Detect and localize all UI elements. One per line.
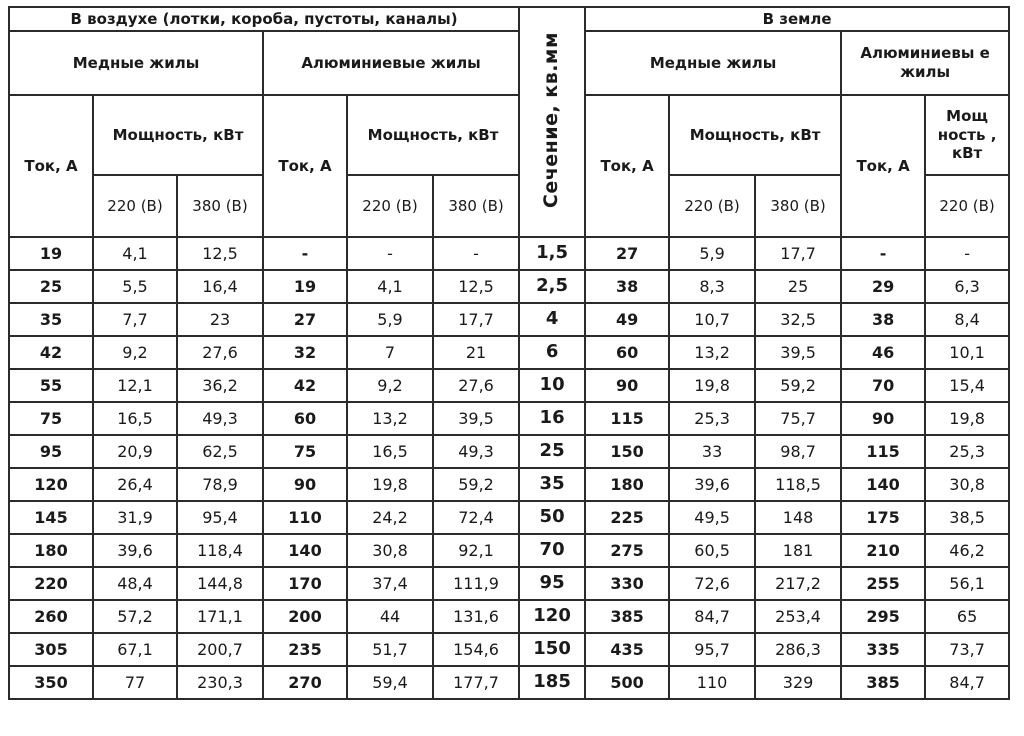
cell-ground-copper-power-220: 49,5: [669, 501, 755, 534]
table-row: [9, 468, 1009, 501]
cell-ground-aluminum-current: 295: [841, 600, 925, 633]
cell-ground-copper-current: 275: [585, 534, 669, 567]
cell-air-copper-current: 305: [9, 633, 93, 666]
cell-ground-copper-power-380: 329: [755, 666, 841, 699]
table-row: [9, 501, 1009, 534]
cell-air-copper-current: 180: [9, 534, 93, 567]
cell-air-copper-current: 120: [9, 468, 93, 501]
cell-ground-copper-current: 500: [585, 666, 669, 699]
table-row: [9, 633, 1009, 666]
cell-air-aluminum-current: 270: [263, 666, 347, 699]
cell-section: 120: [519, 600, 585, 633]
cell-ground-copper-power-380: 148: [755, 501, 841, 534]
cell-ground-copper-power-380: 17,7: [755, 237, 841, 270]
cell-air-copper-power-220: 39,6: [93, 534, 177, 567]
cell-air-copper-power-380: 27,6: [177, 336, 263, 369]
cell-ground-aluminum-power-220: 8,4: [925, 303, 1009, 336]
cell-air-copper-current: 19: [9, 237, 93, 270]
table-row: [9, 666, 1009, 699]
table-body: [9, 237, 1009, 699]
cell-air-copper-power-220: 4,1: [93, 237, 177, 270]
header-ground-aluminum-220: 220 (В): [925, 175, 1009, 237]
cell-section: 2,5: [519, 270, 585, 303]
cell-ground-copper-power-380: 32,5: [755, 303, 841, 336]
cell-air-aluminum-power-220: 9,2: [347, 369, 433, 402]
cell-air-aluminum-power-380: 154,6: [433, 633, 519, 666]
cell-air-copper-power-220: 7,7: [93, 303, 177, 336]
cell-ground-aluminum-power-220: 84,7: [925, 666, 1009, 699]
cell-air-copper-power-220: 77: [93, 666, 177, 699]
cell-section: 35: [519, 468, 585, 501]
cell-ground-copper-power-220: 13,2: [669, 336, 755, 369]
cell-air-aluminum-power-380: 59,2: [433, 468, 519, 501]
cell-ground-aluminum-power-220: -: [925, 237, 1009, 270]
header-air-copper-380: 380 (В): [177, 175, 263, 237]
cell-ground-copper-current: 150: [585, 435, 669, 468]
cell-air-copper-current: 95: [9, 435, 93, 468]
header-ground: В земле: [585, 7, 1009, 31]
cell-ground-copper-power-220: 95,7: [669, 633, 755, 666]
cell-air-copper-power-380: 23: [177, 303, 263, 336]
cell-air-aluminum-power-380: 131,6: [433, 600, 519, 633]
table-row: [9, 303, 1009, 336]
cell-air-copper-current: 25: [9, 270, 93, 303]
cell-ground-aluminum-power-220: 6,3: [925, 270, 1009, 303]
cell-ground-copper-power-220: 84,7: [669, 600, 755, 633]
cell-ground-aluminum-current: 29: [841, 270, 925, 303]
cell-air-aluminum-current: 200: [263, 600, 347, 633]
cell-air-aluminum-power-220: 7: [347, 336, 433, 369]
cell-air-aluminum-power-220: 16,5: [347, 435, 433, 468]
cell-air-copper-current: 55: [9, 369, 93, 402]
table-row: [9, 336, 1009, 369]
cell-ground-copper-power-380: 98,7: [755, 435, 841, 468]
cell-ground-copper-current: 49: [585, 303, 669, 336]
cell-air-copper-power-380: 49,3: [177, 402, 263, 435]
cell-ground-aluminum-current: 385: [841, 666, 925, 699]
cell-air-copper-current: 260: [9, 600, 93, 633]
cell-air-aluminum-power-380: 49,3: [433, 435, 519, 468]
cell-ground-copper-power-220: 19,8: [669, 369, 755, 402]
cell-air-copper-current: 42: [9, 336, 93, 369]
cell-air-aluminum-current: 75: [263, 435, 347, 468]
cell-air-copper-power-220: 9,2: [93, 336, 177, 369]
cell-air-aluminum-power-380: 39,5: [433, 402, 519, 435]
table-row: [9, 600, 1009, 633]
cable-capacity-table: [8, 6, 1010, 700]
cell-air-copper-power-380: 200,7: [177, 633, 263, 666]
cell-ground-copper-power-380: 118,5: [755, 468, 841, 501]
cell-air-aluminum-power-380: 72,4: [433, 501, 519, 534]
cell-air-aluminum-current: 42: [263, 369, 347, 402]
cell-ground-copper-power-220: 72,6: [669, 567, 755, 600]
cell-air-copper-power-220: 31,9: [93, 501, 177, 534]
cell-air-aluminum-current: 90: [263, 468, 347, 501]
header-ground-copper-220: 220 (В): [669, 175, 755, 237]
cell-ground-copper-power-220: 33: [669, 435, 755, 468]
cell-air-copper-power-220: 67,1: [93, 633, 177, 666]
header-ground-aluminum-power: Мощ ность , кВт: [925, 95, 1009, 175]
cell-ground-aluminum-power-220: 10,1: [925, 336, 1009, 369]
table-row: [9, 567, 1009, 600]
cell-ground-aluminum-power-220: 73,7: [925, 633, 1009, 666]
cell-air-copper-power-380: 118,4: [177, 534, 263, 567]
cell-ground-copper-power-220: 10,7: [669, 303, 755, 336]
cell-air-copper-current: 350: [9, 666, 93, 699]
cell-air-aluminum-current: 110: [263, 501, 347, 534]
header-air: В воздухе (лотки, короба, пустоты, каналы): [9, 7, 519, 31]
cell-ground-aluminum-power-220: 65: [925, 600, 1009, 633]
cell-air-copper-power-220: 57,2: [93, 600, 177, 633]
cell-air-copper-power-380: 62,5: [177, 435, 263, 468]
header-ground-copper-power: Мощность, кВт: [669, 95, 841, 175]
cell-air-aluminum-power-380: -: [433, 237, 519, 270]
cell-air-copper-power-380: 78,9: [177, 468, 263, 501]
cell-air-aluminum-power-380: 17,7: [433, 303, 519, 336]
cell-air-aluminum-power-380: 177,7: [433, 666, 519, 699]
cell-air-copper-power-220: 5,5: [93, 270, 177, 303]
cell-ground-aluminum-power-220: 38,5: [925, 501, 1009, 534]
table-header: [9, 7, 1009, 237]
header-ground-aluminum-current: Ток, А: [841, 95, 925, 237]
cell-ground-aluminum-current: 38: [841, 303, 925, 336]
cell-ground-aluminum-current: 140: [841, 468, 925, 501]
cell-ground-aluminum-current: 115: [841, 435, 925, 468]
cell-air-aluminum-current: 235: [263, 633, 347, 666]
cell-air-copper-power-220: 12,1: [93, 369, 177, 402]
cell-section: 150: [519, 633, 585, 666]
cell-ground-copper-current: 385: [585, 600, 669, 633]
header-air-copper: Медные жилы: [9, 31, 263, 95]
cell-air-copper-current: 220: [9, 567, 93, 600]
cell-air-aluminum-power-220: 19,8: [347, 468, 433, 501]
header-air-aluminum: Алюминиевые жилы: [263, 31, 519, 95]
cell-air-aluminum-power-220: 13,2: [347, 402, 433, 435]
cell-air-copper-power-220: 16,5: [93, 402, 177, 435]
cell-ground-copper-current: 435: [585, 633, 669, 666]
table-row: [9, 369, 1009, 402]
cell-air-aluminum-power-220: 30,8: [347, 534, 433, 567]
cell-ground-copper-power-220: 8,3: [669, 270, 755, 303]
cell-ground-aluminum-power-220: 46,2: [925, 534, 1009, 567]
cell-ground-copper-power-380: 39,5: [755, 336, 841, 369]
header-section: [519, 7, 585, 237]
table-row: [9, 270, 1009, 303]
cell-ground-aluminum-current: 335: [841, 633, 925, 666]
table-row: [9, 435, 1009, 468]
cell-section: 50: [519, 501, 585, 534]
cell-ground-aluminum-power-220: 56,1: [925, 567, 1009, 600]
cell-section: 10: [519, 369, 585, 402]
cell-ground-copper-current: 38: [585, 270, 669, 303]
cell-air-copper-current: 145: [9, 501, 93, 534]
cell-section: 16: [519, 402, 585, 435]
cell-air-aluminum-power-220: 44: [347, 600, 433, 633]
cell-ground-copper-current: 60: [585, 336, 669, 369]
cell-air-copper-power-220: 20,9: [93, 435, 177, 468]
cell-air-aluminum-power-380: 27,6: [433, 369, 519, 402]
header-air-aluminum-220: 220 (В): [347, 175, 433, 237]
cell-ground-copper-power-380: 59,2: [755, 369, 841, 402]
cell-ground-aluminum-current: 255: [841, 567, 925, 600]
cell-ground-copper-power-220: 5,9: [669, 237, 755, 270]
cell-ground-copper-current: 180: [585, 468, 669, 501]
cell-air-aluminum-power-220: -: [347, 237, 433, 270]
cell-ground-copper-power-220: 60,5: [669, 534, 755, 567]
cell-ground-copper-current: 115: [585, 402, 669, 435]
header-air-aluminum-380: 380 (В): [433, 175, 519, 237]
cell-ground-aluminum-power-220: 19,8: [925, 402, 1009, 435]
cell-ground-copper-power-220: 25,3: [669, 402, 755, 435]
section-label: Сечение, кв.мм: [540, 31, 563, 208]
cell-air-aluminum-current: -: [263, 237, 347, 270]
header-ground-copper-current: Ток, А: [585, 95, 669, 237]
cell-ground-copper-power-220: 110: [669, 666, 755, 699]
cell-ground-copper-power-380: 25: [755, 270, 841, 303]
cell-ground-aluminum-current: 90: [841, 402, 925, 435]
cell-ground-copper-current: 90: [585, 369, 669, 402]
cell-air-aluminum-power-220: 24,2: [347, 501, 433, 534]
cell-air-copper-power-380: 171,1: [177, 600, 263, 633]
cell-air-aluminum-current: 19: [263, 270, 347, 303]
cell-section: 185: [519, 666, 585, 699]
cell-ground-aluminum-current: 46: [841, 336, 925, 369]
cell-air-copper-current: 35: [9, 303, 93, 336]
cell-air-aluminum-power-380: 12,5: [433, 270, 519, 303]
cell-ground-copper-power-380: 181: [755, 534, 841, 567]
cell-section: 70: [519, 534, 585, 567]
cell-ground-copper-current: 225: [585, 501, 669, 534]
cell-air-aluminum-power-380: 111,9: [433, 567, 519, 600]
cell-section: 1,5: [519, 237, 585, 270]
cell-air-copper-power-380: 16,4: [177, 270, 263, 303]
table-row: [9, 237, 1009, 270]
header-ground-copper: Медные жилы: [585, 31, 841, 95]
cell-ground-aluminum-power-220: 15,4: [925, 369, 1009, 402]
header-air-copper-power: Мощность, кВт: [93, 95, 263, 175]
header-ground-copper-380: 380 (В): [755, 175, 841, 237]
cell-air-aluminum-power-220: 37,4: [347, 567, 433, 600]
header-air-aluminum-current: Ток, А: [263, 95, 347, 237]
cell-air-copper-power-380: 230,3: [177, 666, 263, 699]
cell-air-aluminum-power-220: 4,1: [347, 270, 433, 303]
cell-air-copper-power-380: 95,4: [177, 501, 263, 534]
cell-ground-copper-power-380: 217,2: [755, 567, 841, 600]
cell-air-aluminum-current: 60: [263, 402, 347, 435]
header-air-copper-current: Ток, А: [9, 95, 93, 237]
cell-ground-aluminum-power-220: 25,3: [925, 435, 1009, 468]
cell-section: 4: [519, 303, 585, 336]
cell-ground-copper-power-220: 39,6: [669, 468, 755, 501]
table-row: [9, 402, 1009, 435]
cable-table-container: [8, 6, 1008, 722]
table-row: [9, 534, 1009, 567]
cell-air-aluminum-current: 32: [263, 336, 347, 369]
cell-ground-copper-current: 330: [585, 567, 669, 600]
cell-ground-copper-power-380: 75,7: [755, 402, 841, 435]
cell-air-aluminum-current: 170: [263, 567, 347, 600]
cell-air-copper-current: 75: [9, 402, 93, 435]
cell-air-aluminum-current: 140: [263, 534, 347, 567]
cell-section: 25: [519, 435, 585, 468]
cell-ground-copper-power-380: 286,3: [755, 633, 841, 666]
cell-air-aluminum-power-220: 51,7: [347, 633, 433, 666]
header-air-copper-220: 220 (В): [93, 175, 177, 237]
header-air-aluminum-power: Мощность, кВт: [347, 95, 519, 175]
cell-air-aluminum-power-220: 59,4: [347, 666, 433, 699]
cell-ground-aluminum-current: 175: [841, 501, 925, 534]
header-ground-aluminum: Алюминиевы е жилы: [841, 31, 1009, 95]
cell-ground-copper-power-380: 253,4: [755, 600, 841, 633]
cell-air-copper-power-220: 26,4: [93, 468, 177, 501]
cell-air-copper-power-380: 144,8: [177, 567, 263, 600]
cell-ground-aluminum-current: -: [841, 237, 925, 270]
cell-air-aluminum-power-380: 92,1: [433, 534, 519, 567]
cell-section: 6: [519, 336, 585, 369]
cell-ground-aluminum-power-220: 30,8: [925, 468, 1009, 501]
cell-section: 95: [519, 567, 585, 600]
cell-ground-aluminum-current: 210: [841, 534, 925, 567]
cell-air-aluminum-power-220: 5,9: [347, 303, 433, 336]
cell-air-copper-power-380: 36,2: [177, 369, 263, 402]
cell-air-copper-power-220: 48,4: [93, 567, 177, 600]
cell-air-aluminum-current: 27: [263, 303, 347, 336]
cell-air-copper-power-380: 12,5: [177, 237, 263, 270]
cell-ground-aluminum-current: 70: [841, 369, 925, 402]
cell-air-aluminum-power-380: 21: [433, 336, 519, 369]
cell-ground-copper-current: 27: [585, 237, 669, 270]
